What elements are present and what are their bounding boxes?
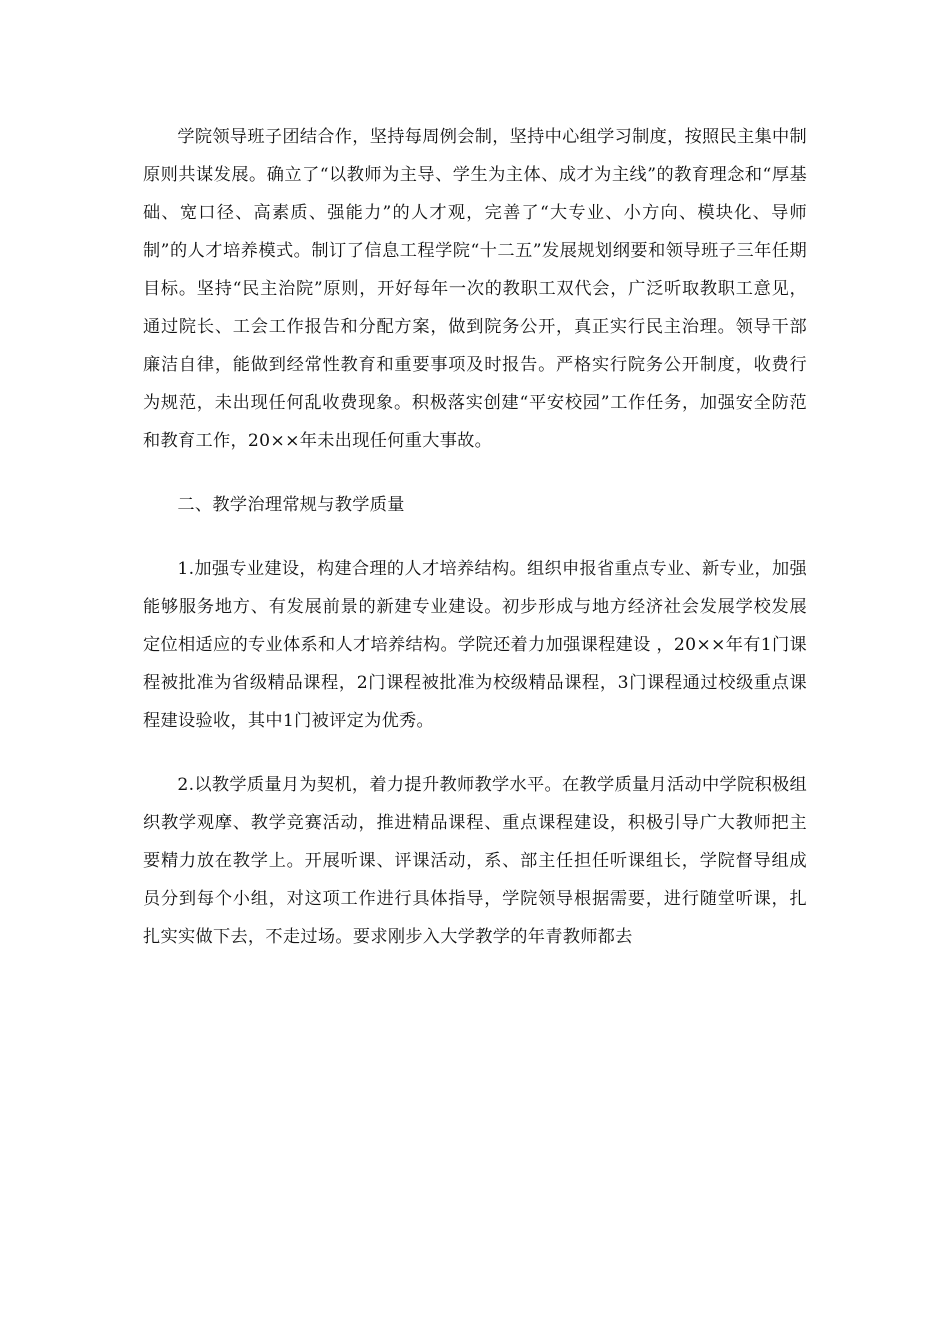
paragraph-leadership: 学院领导班子团结合作，坚持每周例会制，坚持中心组学习制度，按照民主集中制原则共谋发展。确立了“以教师为主导、学生为主体、成才为主线”的教育理念和“厚基础、宽口径、高素质、强能力”的人才观，完善了“大专业、小方向、模块化、导师制”的人才培养模式。制订了信息工程学院“十二五”发展规划纲要和领导班子三年任期目标。坚持“民主治院”原则，开好每年一次的教职工双代会，广泛听取教职工意见，通过院长、工会工作报告和分配方案，做到院务公开，真正实行民主治理。领导干部廉洁自律，能做到经常性教育和重要事项及时报告。严格实行院务公开制度，收费行为规范，未出现任何乱收费现象。积极落实创建“平安校园”工作任务，加强安全防范和教育工作，20××年未出现任何重大事故。 [143, 127, 807, 451]
paragraph-teaching-quality-month: 2.以教学质量月为契机，着力提升教师教学水平。在教学质量月活动中学院积极组织教学观摩、教学竞赛活动，推进精品课程、重点课程建设，积极引导广大教师把主要精力放在教学上。开展听课、评课活动，系、部主任担任听课组长，学院督导组成员分到每个小组，对这项工作进行具体指导，学院领导根据需要，进行随堂听课，扎扎实实做下去，不走过场。要求刚步入大学教学的年青教师都去 [143, 775, 807, 947]
paragraph-specialty-construction: 1.加强专业建设，构建合理的人才培养结构。组织申报省重点专业、新专业，加强能够服务地方、有发展前景的新建专业建设。初步形成与地方经济社会发展学校发展定位相适应的专业体系和人才培养结构。学院还着力加强课程建设 ，20××年有1门课程被批准为省级精品课程，2门课程被批准为校级精品课程，3门课程通过校级重点课程建设验收，其中1门被评定为优秀。 [143, 559, 807, 731]
section-heading-teaching: 二、教学治理常规与教学质量 [177, 495, 405, 515]
